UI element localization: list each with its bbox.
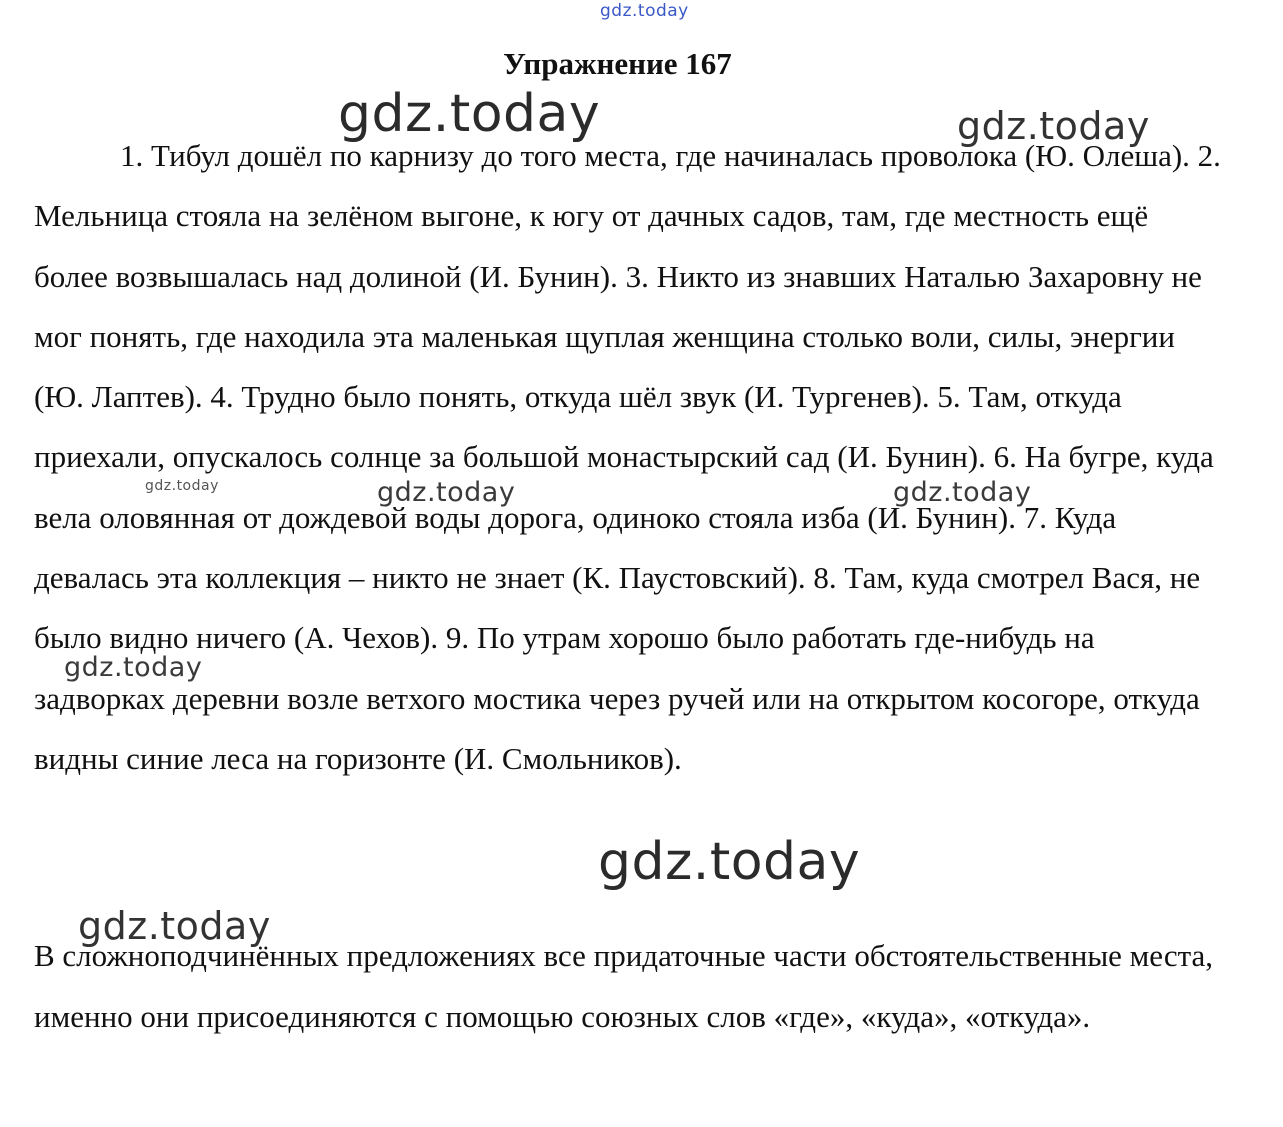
watermark: gdz.today [598, 832, 861, 892]
conclusion-text: В сложноподчинённых предложениях все придаточные части обстоятельственные места, именно они присоединяются с помощью союзных слов «где», «куда», «откуда». [34, 938, 1214, 1034]
watermark: gdz.today [893, 477, 1032, 508]
page-title: Упражнение 167 [503, 46, 732, 81]
watermark: gdz.today [78, 904, 271, 948]
exercise-paragraph [34, 126, 1224, 789]
watermark: gdz.today [377, 477, 516, 508]
watermark: gdz.today [957, 104, 1150, 148]
watermark: gdz.today [145, 478, 219, 494]
watermark: gdz.today [338, 84, 601, 144]
watermark: gdz.today [64, 652, 203, 683]
watermark-top: gdz.today [600, 1, 689, 21]
exercise-text: 1. Тибул дошёл по карнизу до того места, где начиналась проволока (Ю. Олеша). 2. Мельница стояла на зелёном выгоне, к югу от дачных садов, там, где местность ещё более возвышалась над долиной (И. Бунин). 3. Никто из знавших Наталью Захаровну не мог понять, где находила эта маленькая щуплая женщина столько воли, силы, энергии (Ю. Лаптев). 4. Трудно было понять, откуда шёл звук (И. Тургенев). 5. Там, откуда приехали, опускалось солнце за большой монастырский сад (И. Бунин). 6. На бугре, куда вела оловянная от дождевой воды дорога, одиноко стояла изба (И. Бунин). 7. Куда девалась эта коллекция – никто не знает (К. Паустовский). 8. Там, куда смотрел Вася, не было видно ничего (А. Чехов). 9. По утрам хорошо было работать где-нибудь на задворках деревни возле ветхого мостика через ручей или на открытом косогоре, откуда видны синие леса на горизонте (И. Смольников). [34, 138, 1221, 776]
